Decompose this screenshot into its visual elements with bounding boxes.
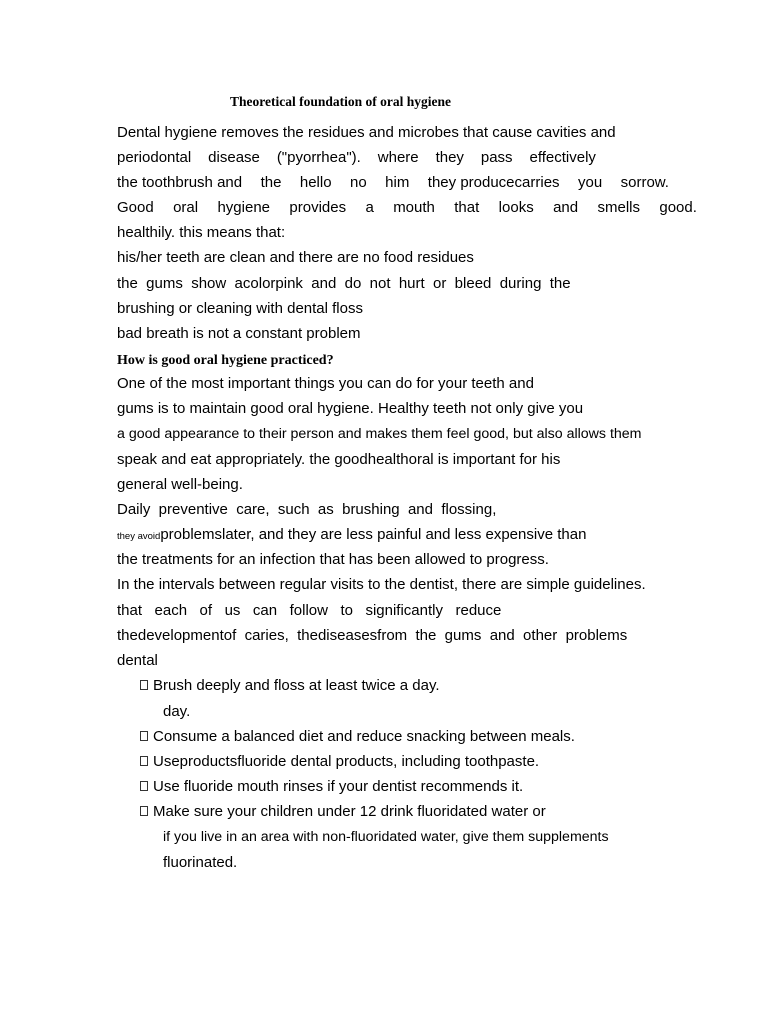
document-title: Theoretical foundation of oral hygiene	[230, 94, 451, 109]
text-line: Daily preventive care, such as brushing and flossing,	[117, 501, 497, 518]
word: and	[553, 199, 579, 216]
word: ("pyorrhea").	[276, 149, 361, 166]
text-line: healthily. this means that:	[117, 224, 286, 241]
word: that	[454, 199, 480, 216]
bullet-text: Useproductsfluoride dental products, including toothpaste.	[153, 753, 540, 770]
text-line: bad breath is not a constant problem	[117, 325, 361, 342]
bullet-item	[140, 676, 440, 696]
word: periodontal	[117, 149, 192, 166]
bullet-item	[140, 802, 546, 822]
word: pass	[480, 149, 513, 166]
bullet-text: Consume a balanced diet and reduce snacking between meals.	[153, 728, 575, 745]
word: Good	[117, 199, 154, 216]
text-line: that each of us can follow to significantly reduce	[117, 602, 502, 619]
text-line: his/her teeth are clean and there are no food residues	[117, 249, 474, 266]
word: hello	[299, 174, 332, 191]
bullet-item	[140, 727, 575, 747]
bullet-box-icon	[140, 731, 148, 741]
word: they	[435, 149, 464, 166]
bullet-item	[140, 777, 523, 797]
word: sorrow.	[620, 174, 669, 191]
text-line: One of the most important things you can do for your teeth and	[117, 375, 534, 392]
word: good.	[659, 199, 697, 216]
small-text: they avoid	[117, 531, 161, 542]
text-line-justified	[117, 198, 697, 218]
word: hygiene	[217, 199, 271, 216]
bullet-continuation: if you live in an area with non-fluoridated water, give them supplements	[163, 829, 609, 845]
word: the	[260, 174, 282, 191]
word: mouth	[393, 199, 435, 216]
word: a	[365, 199, 374, 216]
text-line: In the intervals between regular visits to the dentist, there are simple guidelines.	[117, 576, 646, 593]
text-line: brushing or cleaning with dental floss	[117, 300, 363, 317]
bullet-continuation: fluorinated.	[163, 854, 238, 871]
word: looks	[498, 199, 534, 216]
word: effectively	[529, 149, 596, 166]
bullet-box-icon	[140, 806, 148, 816]
text-line: a good appearance to their person and makes them feel good, but also allows them	[117, 426, 642, 442]
text-line: dental	[117, 652, 158, 669]
text-line-justified	[117, 148, 596, 168]
text-line-justified	[117, 173, 669, 193]
word: smells	[597, 199, 640, 216]
text-segment: problemslater, and they are less painful and less expensive than	[160, 526, 587, 543]
text-line: the gums show acolorpink and do not hurt or bleed during the	[117, 275, 571, 292]
text-line: Dental hygiene removes the residues and microbes that cause cavities and	[117, 124, 616, 141]
bullet-box-icon	[140, 680, 148, 690]
text-line: the treatments for an infection that has been allowed to progress.	[117, 551, 549, 568]
bullet-text: Brush deeply and floss at least twice a day.	[153, 677, 440, 694]
word: no	[350, 174, 367, 191]
text-line: general well-being.	[117, 476, 243, 493]
text-line: thedevelopmentof caries, thediseasesfrom the gums and other problems	[117, 627, 628, 644]
text-line: gums is to maintain good oral hygiene. Healthy teeth not only give you	[117, 400, 584, 417]
bullet-box-icon	[140, 781, 148, 791]
word: you	[577, 174, 603, 191]
word: oral	[173, 199, 199, 216]
bullet-item	[140, 752, 539, 772]
bullet-box-icon	[140, 756, 148, 766]
bullet-continuation: day.	[163, 703, 191, 720]
bullet-text: Use fluoride mouth rinses if your dentist recommends it.	[153, 778, 524, 795]
word: disease	[208, 149, 260, 166]
word: they producecarries	[427, 174, 560, 191]
section-heading: How is good oral hygiene practiced?	[117, 353, 334, 368]
text-line	[117, 525, 586, 547]
text-line: speak and eat appropriately. the goodhealthoral is important for his	[117, 451, 561, 468]
word: the toothbrush and	[117, 174, 243, 191]
word: him	[385, 174, 410, 191]
word: provides	[289, 199, 347, 216]
bullet-text: Make sure your children under 12 drink fluoridated water or	[153, 803, 546, 820]
word: where	[377, 149, 419, 166]
